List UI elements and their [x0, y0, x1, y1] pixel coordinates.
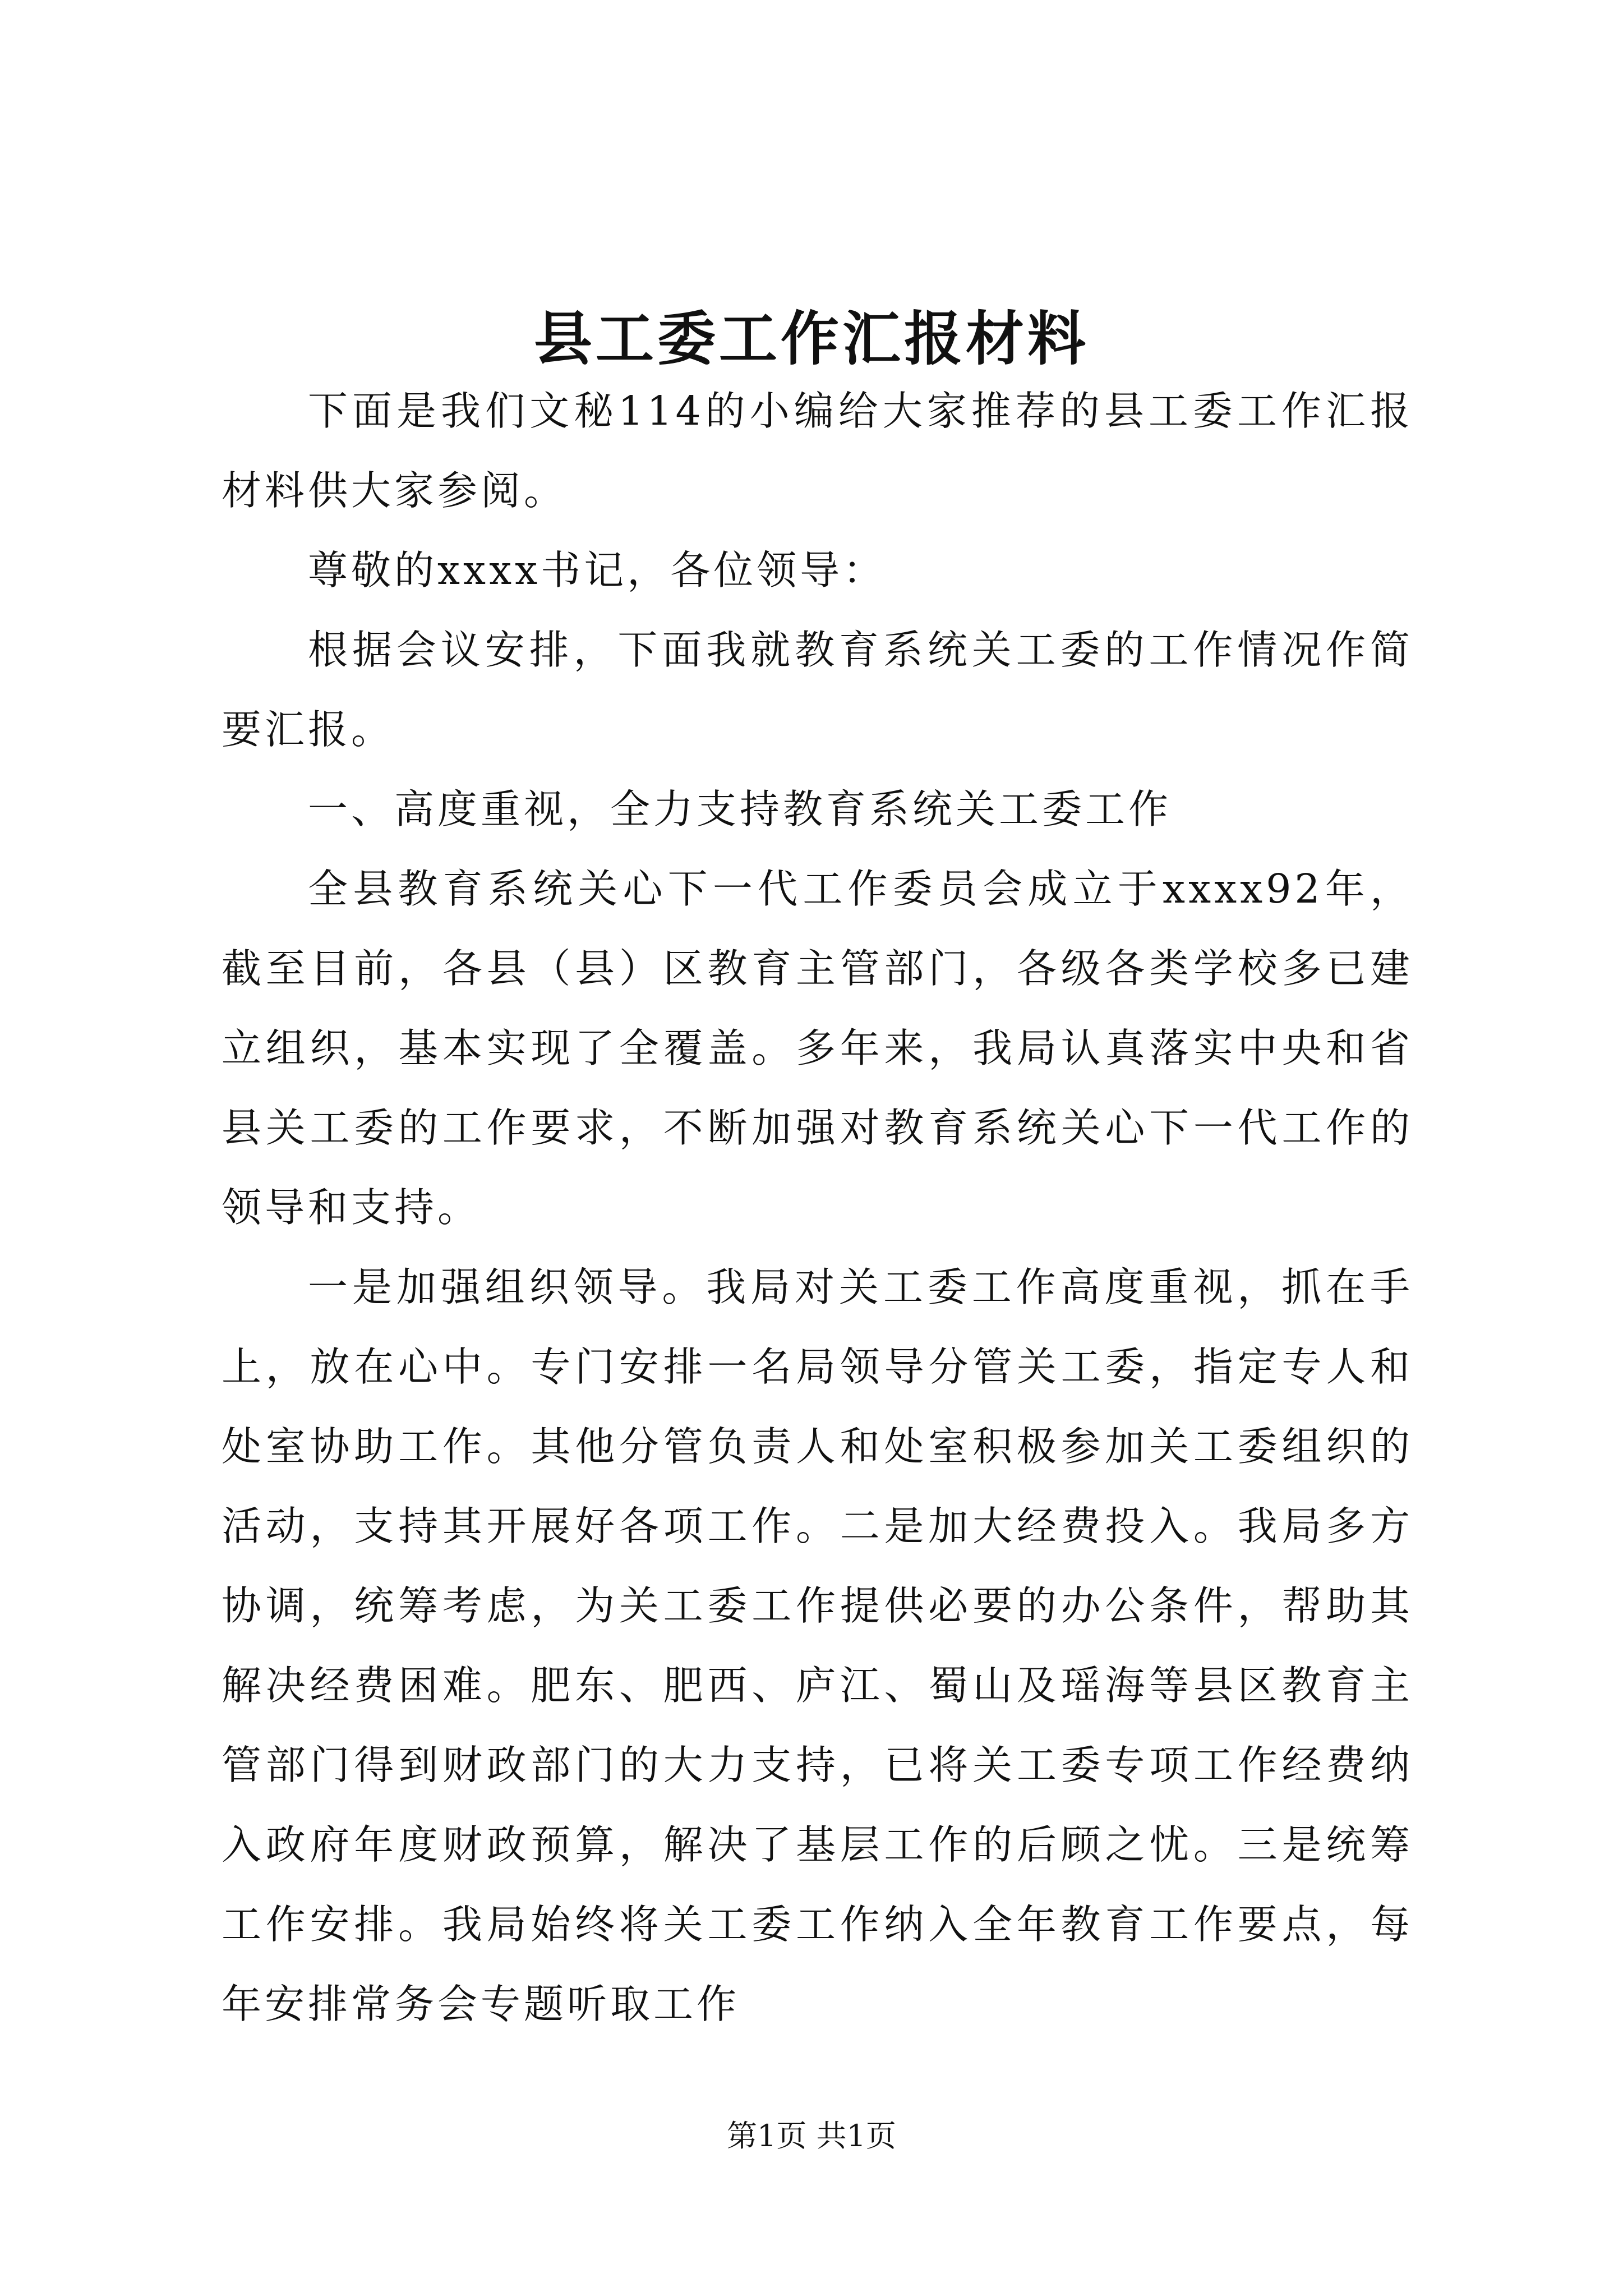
document-title: 县工委工作汇报材料 [533, 304, 1089, 373]
paragraph-salutation: 尊敬的xxxx书记，各位领导： [308, 547, 887, 593]
document-body [222, 371, 1413, 2044]
section-heading: 一、高度重视，全力支持教育系统关工委工作 [308, 786, 1172, 832]
paragraph-intro: 下面是我们文秘114的小编给大家推荐的县工委工作汇报材料供大家参阅。 [222, 388, 1413, 514]
paragraph-opening: 根据会议安排，下面我就教育系统关工委的工作情况作简要汇报。 [222, 627, 1413, 753]
paragraph-measures: 一是加强组织领导。我局对关工委工作高度重视，抓在手上，放在心中。专门安排一名局领导分管关工委，指定专人和处室协助工作。其他分管负责人和处室积极参加关工委组织的活动，支持其开展好各项工作。二是加大经费投入。我局多方协调，统筹考虑，为关工委工作提供必要的办公条件，帮助其解决经费困难。肥东、肥西、庐江、蜀山及瑶海等县区教育主管部门得到财政部门的大力支持，已将关工委专项工作经费纳入政府年度财政预算，解决了基层工作的后顾之忧。三是统筹工作安排。我局始终将关工委工作纳入全年教育工作要点，每年安排常务会专题听取工作 [222, 1264, 1413, 2027]
page-footer: 第1页 共1页 [727, 2118, 896, 2154]
paragraph-background: 全县教育系统关心下一代工作委员会成立于xxxx92年，截至目前，各县（县）区教育主管部门，各级各类学校多已建立组织，基本实现了全覆盖。多年来，我局认真落实中央和省县关工委的工作要求，不断加强对教育系统关心下一代工作的领导和支持。 [222, 866, 1413, 1231]
